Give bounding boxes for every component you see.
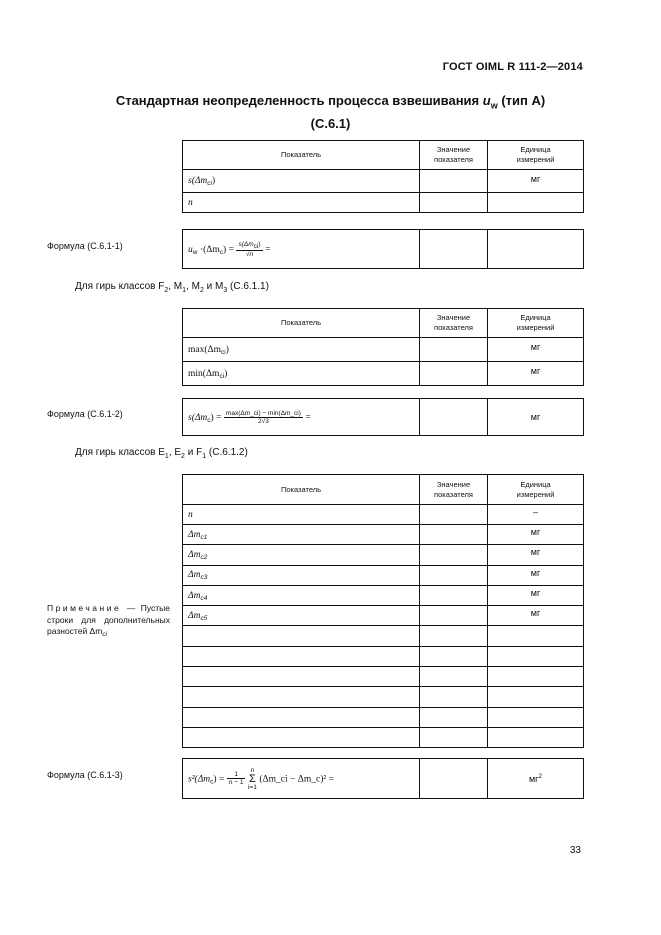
value-input-cell[interactable] — [420, 646, 488, 666]
formula-table-1 — [182, 229, 584, 269]
page-subtitle: (С.6.1) — [310, 116, 351, 131]
unit-input-cell[interactable] — [488, 667, 584, 687]
indicator-input-cell[interactable] — [183, 687, 420, 707]
column-unit-header: Единица измерений — [488, 309, 584, 338]
unit-input-cell[interactable] — [488, 687, 584, 707]
indicator-cell: $\min(\Delta m_{ci})$ — [183, 362, 420, 386]
indicator-input-cell[interactable] — [183, 626, 420, 646]
table-row — [183, 525, 584, 545]
formula-table-2 — [182, 398, 584, 436]
indicator-input-cell[interactable] — [183, 667, 420, 687]
unit-cell: мг — [488, 399, 584, 436]
indicator-cell: $\max(\Delta m_{ci})$ — [183, 338, 420, 362]
table-indicators-3 — [182, 474, 584, 748]
value-input-cell[interactable] — [420, 193, 488, 213]
indicator-cell: $\Delta m_{c1}$ — [183, 525, 420, 545]
formula-cell: $s^2(\Delta m_c)$ = $\frac{1}{n - 1}$ n Σ i=1 (Δm_ci − Δm_c)² = — [183, 759, 420, 799]
formula-label: Формула (С.6.1-2) — [47, 409, 123, 419]
unit-cell — [488, 193, 584, 213]
fraction: $\frac{\text{s(Δmci)}}{√n}$ — [238, 240, 261, 258]
table-row — [183, 362, 584, 386]
section-heading: Для гирь классов $F_2$, $M_1$, $M_2$ и $M_3$ (С.6.1.1) — [75, 281, 269, 294]
section-heading: Для гирь классов $E_1$, $E_2$ и $F_1$ (С.6.1.2) — [75, 447, 248, 460]
column-unit-header: Единица измерений — [488, 475, 584, 505]
summation-sign: n Σ i=1 — [247, 766, 257, 791]
value-input-cell[interactable] — [420, 667, 488, 687]
value-input-cell[interactable] — [420, 525, 488, 545]
value-input-cell[interactable] — [420, 505, 488, 525]
document-header: ГОСТ OIML R 111-2—2014 — [442, 61, 583, 73]
unit-input-cell[interactable] — [488, 646, 584, 666]
column-indicator-header: Показатель — [183, 309, 420, 338]
indicator-cell: $\Delta m_{c5}$ — [183, 606, 420, 626]
table-note: Примечание — Пустые строки для дополнительных разностей $\Delta m_{ci}$ — [47, 603, 170, 638]
unit-input-cell[interactable] — [488, 626, 584, 646]
unit-cell: – — [488, 505, 584, 525]
unit-cell: мг — [488, 170, 584, 193]
indicator-cell: $\Delta m_{c4}$ — [183, 585, 420, 605]
unit-cell: мг — [488, 585, 584, 605]
formula-label: Формула (С.6.1-1) — [47, 241, 123, 251]
value-input-cell[interactable] — [420, 170, 488, 193]
table-row — [183, 193, 584, 213]
value-input-cell[interactable] — [420, 606, 488, 626]
table-row-empty — [183, 667, 584, 687]
indicator-input-cell[interactable] — [183, 707, 420, 727]
column-value-header: Значение показателя — [420, 309, 488, 338]
column-indicator-header: Показатель — [183, 141, 420, 170]
value-input-cell[interactable] — [420, 727, 488, 747]
table-row-empty — [183, 687, 584, 707]
value-input-cell[interactable] — [420, 230, 488, 269]
formula-label: Формула (С.6.1-3) — [47, 770, 123, 780]
table-row — [183, 338, 584, 362]
unit-input-cell[interactable] — [488, 727, 584, 747]
column-indicator-header: Показатель — [183, 475, 420, 505]
unit-cell: мг — [488, 362, 584, 386]
table-row — [183, 545, 584, 565]
page-title: Стандартная неопределенность процесса взвешивания $u_w$ (тип А) — [115, 93, 546, 111]
unit-cell: мг — [488, 606, 584, 626]
value-input-cell[interactable] — [420, 585, 488, 605]
table-indicators-1 — [182, 140, 584, 213]
table-row — [183, 585, 584, 605]
value-input-cell[interactable] — [420, 707, 488, 727]
formula-table-3 — [182, 758, 584, 799]
unit-cell: мг — [488, 545, 584, 565]
indicator-cell: n — [183, 505, 420, 525]
value-input-cell[interactable] — [420, 687, 488, 707]
value-input-cell[interactable] — [420, 362, 488, 386]
value-input-cell[interactable] — [420, 338, 488, 362]
unit-cell: мг — [488, 338, 584, 362]
fraction: $\frac{\max(\Delta m\_ci) - \min(\Delta m\_ci)}{2√3}$ — [225, 409, 301, 425]
value-input-cell[interactable] — [420, 545, 488, 565]
formula-cell: $u_w \cdot(\Delta m_c)$ = $\frac{\text{s(Δmci)}}{√n}$ = — [183, 230, 420, 269]
value-input-cell[interactable] — [420, 626, 488, 646]
column-unit-header: Единица измерений — [488, 141, 584, 170]
table-row-empty — [183, 646, 584, 666]
table-row — [183, 170, 584, 193]
formula-cell: $s(\Delta m_c)$ = $\frac{\max(\Delta m\_ci) - \min(\Delta m\_ci)}{2√3}$ = — [183, 399, 420, 436]
value-input-cell[interactable] — [420, 399, 488, 436]
indicator-input-cell[interactable] — [183, 646, 420, 666]
indicator-input-cell[interactable] — [183, 727, 420, 747]
unit-input-cell[interactable] — [488, 707, 584, 727]
page-number: 33 — [569, 845, 581, 856]
indicator-cell: $\Delta m_{c3}$ — [183, 565, 420, 585]
unit-cell — [488, 230, 584, 269]
table-row-empty — [183, 707, 584, 727]
unit-cell: мг — [488, 525, 584, 545]
table-indicators-2 — [182, 308, 584, 386]
table-row — [183, 606, 584, 626]
value-input-cell[interactable] — [420, 565, 488, 585]
fraction: $\frac{1}{n - 1}$ — [228, 771, 244, 786]
indicator-cell: $s(\Delta m_{ci})$ — [183, 170, 420, 193]
table-row-empty — [183, 727, 584, 747]
unit-cell: мг — [488, 565, 584, 585]
unit-cell: $мг^2$ — [488, 759, 584, 799]
column-value-header: Значение показателя — [420, 475, 488, 505]
indicator-cell: n — [183, 193, 420, 213]
column-value-header: Значение показателя — [420, 141, 488, 170]
table-row-empty — [183, 626, 584, 646]
table-row — [183, 505, 584, 525]
value-input-cell[interactable] — [420, 759, 488, 799]
table-row — [183, 565, 584, 585]
indicator-cell: $\Delta m_{c2}$ — [183, 545, 420, 565]
